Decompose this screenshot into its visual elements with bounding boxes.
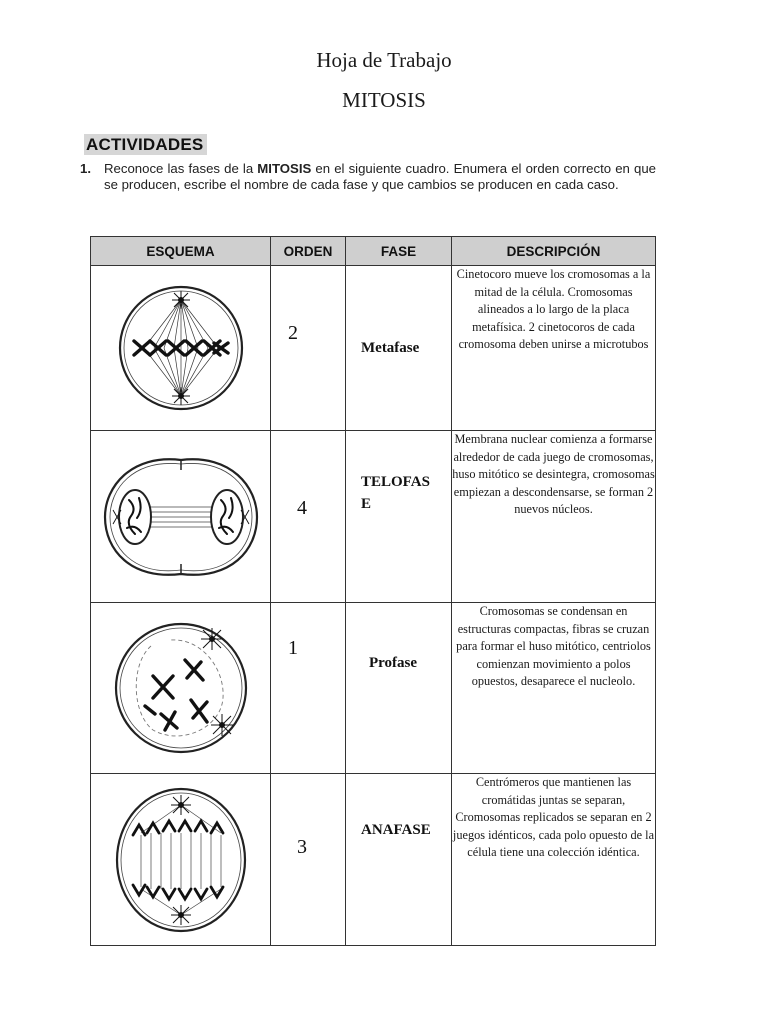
table-row (91, 266, 656, 431)
header-order: ORDEN (271, 237, 346, 266)
phase-name: ANAFASE (361, 822, 431, 838)
phase-cell (346, 431, 452, 603)
mitosis-table (90, 236, 656, 946)
header-scheme: ESQUEMA (91, 237, 271, 266)
order-value: 4 (297, 497, 307, 519)
table-header-row (91, 237, 656, 266)
phase-cell (346, 603, 452, 774)
phase-name: TELOFAS E (361, 474, 430, 512)
anaphase-cell-icon (111, 785, 251, 935)
telophase-cell-icon (101, 452, 261, 582)
worksheet-title: Hoja de Trabajo (316, 48, 452, 72)
anaphase-diagram (91, 774, 271, 946)
worksheet-subtitle: MITOSIS (342, 88, 426, 112)
instruction-text-end: en el siguiente cuadro. Enumera el orden correcto en que se producen, escribe el nombre de cada fase y que cambios se producen en cada caso. (104, 161, 656, 192)
metaphase-diagram (91, 266, 271, 431)
header-description: DESCRIPCIÓN (452, 237, 656, 266)
order-cell (271, 266, 346, 431)
phase-name: Profase (369, 655, 418, 671)
prophase-cell-icon (111, 618, 251, 758)
description-cell: Membrana nuclear comienza a formarse alrededor de cada juego de cromosomas, huso mitótico se desintegra, cromosomas empiezan a descondensarse, se forman 2 nuevos núcleos. (452, 431, 656, 603)
instruction-text (104, 161, 656, 193)
table-row (91, 431, 656, 603)
instruction-text-start: Reconoce las fases de la (104, 161, 258, 176)
order-value: 1 (288, 637, 298, 659)
instruction (80, 161, 656, 193)
order-cell (271, 774, 346, 946)
order-value: 3 (297, 836, 307, 858)
instruction-keyword: MITOSIS (257, 161, 312, 176)
header-phase: FASE (346, 237, 452, 266)
description-cell: Centrómeros que mantienen las cromátidas juntas se separan, Cromosomas replicados se separan en 2 juegos idénticos, cada polo opuesto de la célula tiene una colección idéntica. (452, 774, 656, 946)
order-cell (271, 431, 346, 603)
metaphase-cell-icon (116, 283, 246, 413)
telophase-diagram (91, 431, 271, 603)
prophase-diagram (91, 603, 271, 774)
table-row (91, 774, 656, 946)
description-cell: Cinetocoro mueve los cromosomas a la mitad de la célula. Cromosomas alineados a lo largo de la placa metafísica. 2 cinetocoros de cada cromosoma deben unirse a microtubos (452, 266, 656, 431)
phase-cell (346, 266, 452, 431)
phase-name: Metafase (361, 340, 420, 356)
order-cell (271, 603, 346, 774)
section-heading: ACTIVIDADES (84, 134, 207, 155)
phase-cell (346, 774, 452, 946)
table-row (91, 603, 656, 774)
order-value: 2 (288, 322, 298, 344)
instruction-number: 1. (80, 161, 91, 176)
description-cell: Cromosomas se condensan en estructuras compactas, fibras se cruzan para formar el huso mitótico, centriolos comienzan movimiento a polos opuestos, desaparece el nucleolo. (452, 603, 656, 774)
